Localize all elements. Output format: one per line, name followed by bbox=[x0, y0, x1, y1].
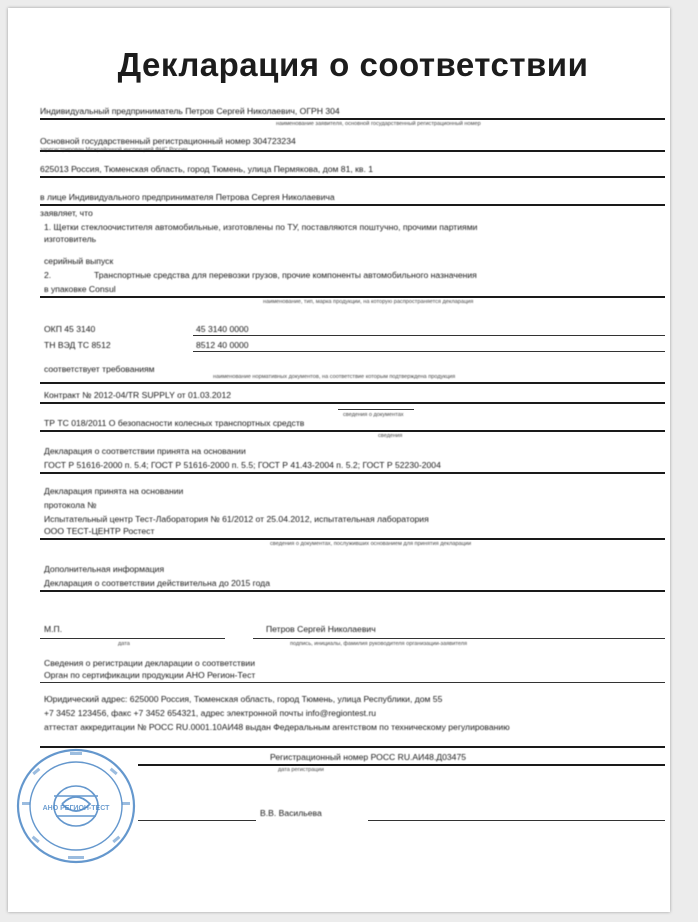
protocol-caption: сведения о документах, послуживших основанием для принятия декларации bbox=[270, 541, 472, 547]
item-2-caption: наименование, тип, марка продукции, на которую распространяется декларация bbox=[263, 299, 474, 305]
reg-number-caption: дата регистрации bbox=[278, 767, 324, 773]
divider bbox=[338, 409, 414, 410]
receipt-line: ТР ТС 018/2011 О безопасности колесных транспортных средств bbox=[44, 418, 305, 428]
org-line-1: Юридический адрес: 625000 Россия, Тюменская область, город Тюмень, улица Республики, дом 55 bbox=[44, 694, 443, 704]
signature-name: Петров Сергей Николаевич bbox=[266, 624, 376, 634]
reg-number-line: Регистрационный номер РОСС RU.АИ48.Д03475 bbox=[270, 752, 466, 762]
divider bbox=[40, 430, 665, 432]
divider bbox=[40, 590, 665, 592]
code-b-label: ТН ВЭД ТС 8512 bbox=[44, 340, 111, 350]
signature-mp: М.П. bbox=[44, 624, 63, 634]
applicant-line: Индивидуальный предприниматель Петров Сергей Николаевич, ОГРН 304 bbox=[40, 106, 340, 116]
protocol-line: Испытательный центр Тест-Лаборатория № 61/2012 от 25.04.2012, испытательная лаборатория bbox=[44, 514, 429, 524]
item-2-tail: в упаковке Consul bbox=[44, 284, 116, 294]
divider bbox=[40, 176, 665, 178]
conformity-line: Декларация о соответствии принята на основании bbox=[44, 446, 246, 456]
item-2-line: Транспортные средства для перевозки грузов, прочие компоненты автомобильного назначения bbox=[94, 270, 477, 280]
registration-line: Основной государственный регистрационный номер 304723234 bbox=[40, 136, 296, 146]
code-a-label: ОКП 45 3140 bbox=[44, 324, 96, 334]
head-name: В.В. Васильева bbox=[260, 808, 322, 818]
divider bbox=[138, 764, 665, 766]
divider bbox=[40, 296, 665, 298]
divider bbox=[40, 538, 665, 540]
reg-title: Сведения о регистрации декларации о соответствии bbox=[44, 658, 255, 668]
contract-line: Контракт № 2012-04/TR SUPPLY от 01.03.2012 bbox=[44, 390, 232, 400]
code-a-value: 45 3140 0000 bbox=[196, 324, 249, 334]
conform-caption: наименование нормативных документов, на соответствие которым подтверждена продукция bbox=[213, 374, 456, 380]
extra-title: Дополнительная информация bbox=[44, 564, 165, 574]
org-line-2: +7 3452 123456, факс +7 3452 654321, адрес электронной почты info@regiontest.ru bbox=[44, 708, 377, 718]
page-title: Декларация о соответствии bbox=[117, 46, 589, 83]
series-line: серийный выпуск bbox=[44, 256, 114, 266]
signature-line bbox=[368, 820, 665, 821]
declaration-page bbox=[8, 8, 670, 912]
applicant-caption: наименование заявителя, основной государственный регистрационный номер bbox=[276, 121, 481, 127]
standards-line: ГОСТ Р 51616-2000 п. 5.4; ГОСТ Р 51616-2000 п. 5.5; ГОСТ Р 41.43-2004 п. 5.2; ГОСТ Р 52230-2004 bbox=[44, 460, 441, 470]
org-line-3: аттестат аккредитации № РОСС RU.0001.10АИ48 выдан Федеральным агентством по техническому регулированию bbox=[44, 722, 510, 732]
address-line: 625013 Россия, Тюменская область, город Тюмень, улица Пермякова, дом 81, кв. 1 bbox=[40, 164, 374, 174]
declares-line: заявляет, что bbox=[40, 208, 93, 218]
reg-line: Орган по сертификации продукции АНО Регион-Тест bbox=[44, 670, 256, 680]
director-line: в лице Индивидуального предпринимателя Петрова Сергея Николаевича bbox=[40, 192, 335, 202]
stamp-text: АНО РЕГИОН-ТЕСТ bbox=[42, 805, 110, 812]
receipt-caption: сведения bbox=[378, 433, 403, 439]
contract-caption: сведения о документах bbox=[343, 412, 404, 418]
validity-line: Декларация о соответствии действительна до 2015 года bbox=[44, 578, 270, 588]
protocol-title: Декларация принята на основании bbox=[44, 486, 184, 496]
divider bbox=[40, 682, 665, 683]
signature-date-caption: дата bbox=[118, 641, 130, 647]
item-2-number: 2. bbox=[44, 270, 52, 280]
signature-line bbox=[138, 820, 256, 821]
divider bbox=[193, 351, 665, 352]
divider bbox=[40, 204, 665, 206]
product-line: 1. Щетки стеклоочистителя автомобильные, изготовлены по ТУ, поставляются поштучно, прочими партиями bbox=[44, 222, 478, 232]
divider bbox=[40, 382, 665, 384]
divider bbox=[193, 335, 665, 336]
divider bbox=[40, 472, 665, 474]
divider bbox=[40, 118, 665, 120]
divider bbox=[40, 402, 665, 404]
signature-line bbox=[40, 638, 225, 639]
protocol-line-2: ООО ТЕСТ-ЦЕНТР Ростест bbox=[44, 526, 155, 536]
protocol-number: протокола № bbox=[44, 500, 97, 510]
signature-caption: подпись, инициалы, фамилия руководителя организации-заявителя bbox=[290, 641, 468, 647]
conform-label: соответствует требованиям bbox=[44, 364, 155, 374]
signature-line bbox=[253, 638, 665, 639]
divider bbox=[40, 150, 665, 152]
code-b-value: 8512 40 0000 bbox=[196, 340, 249, 350]
stamp-seal-icon bbox=[12, 744, 140, 868]
producer-line: изготовитель bbox=[44, 234, 97, 244]
